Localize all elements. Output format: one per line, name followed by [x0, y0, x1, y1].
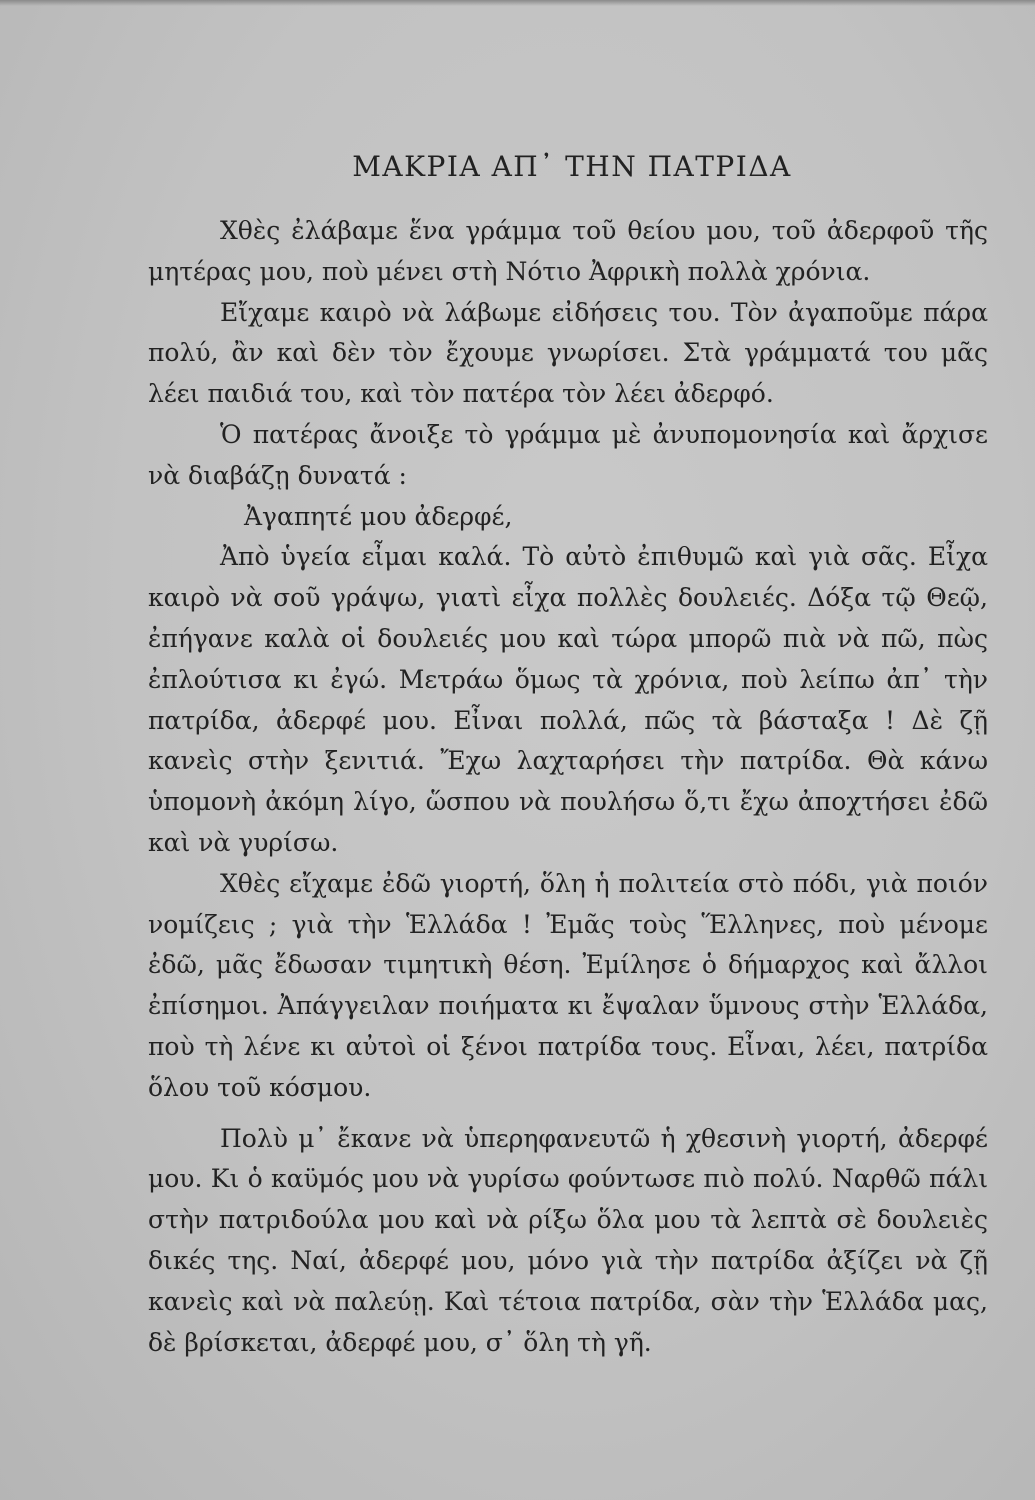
letter-paragraph-3: Πολὺ μ᾽ ἔκανε νὰ ὑπερηφανευτῶ ἡ χθεσινὴ γιορτή, ἀδερφέ μου. Κι ὁ καϋμός μου νὰ γυρίσω φούντωσε πιὸ πολύ. Ναρθῶ πάλι στὴν πατριδούλα μου καὶ νὰ ρίξω ὅλα μου τὰ λεπτὰ σὲ δουλειὲς δικές της. Ναί, ἀδερφέ μου, μόνο γιὰ τὴν πατρίδα ἀξίζει νὰ ζῇ κανεὶς καὶ νὰ παλεύῃ. Καὶ τέτοια πατρίδα, σὰν τὴν Ἑλλάδα μας, δὲ βρίσκεται, ἀδερφέ μου, σ᾽ ὅλη τὴ γῆ.: [148, 1123, 988, 1357]
letter-paragraph-1: Ἀπὸ ὑγεία εἶμαι καλά. Τὸ αὐτὸ ἐπιθυμῶ καὶ γιὰ σᾶς. Εἶχα καιρὸ νὰ σοῦ γράψω, γιατὶ εἶχα πολλὲς δουλειές. Δόξα τῷ Θεῷ, ἐπήγανε καλὰ οἱ δουλειές μου καὶ τώρα μπορῶ πιὰ νὰ πῶ, πὼς ἐπλούτισα κι ἐγώ. Μετράω ὅμως τὰ χρόνια, ποὺ λείπω ἀπ᾽ τὴν πατρίδα, ἀδερφέ μου. Εἶναι πολλά, πῶς τὰ βάσταξα ! Δὲ ζῇ κανεὶς στὴν ξενιτιά. Ἔχω λαχταρήσει τὴν πατρίδα. Θὰ κάνω ὑπομονὴ ἀκόμη λίγο, ὥσπου νὰ πουλήσω ὅ,τι ἔχω ἀποχτήσει ἐδῶ καὶ νὰ γυρίσω.: [148, 542, 988, 857]
paragraph-2: Εἴχαμε καιρὸ νὰ λάβωμε εἰδήσεις του. Τὸν ἀγαποῦμε πάρα πολύ, ἂν καὶ δὲν τὸν ἔχουμε γνωρίσει. Στὰ γράμματά του μᾶς λέει παιδιά του, καὶ τὸν πατέρα τὸν λέει ἀδερφό.: [148, 297, 988, 409]
paragraph-1: Χθὲς ἐλάβαμε ἕνα γράμμα τοῦ θείου μου, τοῦ ἀδερφοῦ τῆς μητέρας μου, ποὺ μένει στὴ Νότιο Ἀφρικὴ πολλὰ χρόνια.: [148, 216, 988, 286]
page-title: ΜΑΚΡΙΑ ΑΠ᾽ ΤΗΝ ΠΑΤΡΙΔΑ: [352, 150, 792, 183]
text-block: [148, 150, 988, 1363]
paragraph-3: Ὁ πατέρας ἄνοιξε τὸ γράμμα μὲ ἀνυπομονησία καὶ ἄρχισε νὰ διαβάζῃ δυνατά :: [148, 419, 988, 490]
page-edge-shadow: [0, 0, 1035, 6]
letter-paragraph-2: Χθὲς εἴχαμε ἐδῶ γιορτή, ὅλη ἡ πολιτεία στὸ πόδι, γιὰ ποιόν νομίζεις ; γιὰ τὴν Ἑλλάδα ! Ἐμᾶς τοὺς Ἕλληνες, ποὺ μένομε ἐδῶ, μᾶς ἔδωσαν τιμητικὴ θέση. Ἐμίλησε ὁ δήμαρχος καὶ ἄλλοι ἐπίσημοι. Ἀπάγγειλαν ποιήματα κι ἔψαλαν ὕμνους στὴν Ἑλλάδα, ποὺ τὴ λένε κι αὐτοὶ οἱ ξένοι πατρίδα τους. Εἶναι, λέει, πατρίδα ὅλου τοῦ κόσμου.: [148, 868, 988, 1102]
letter-salutation: Ἀγαπητέ μου ἀδερφέ,: [244, 501, 513, 531]
